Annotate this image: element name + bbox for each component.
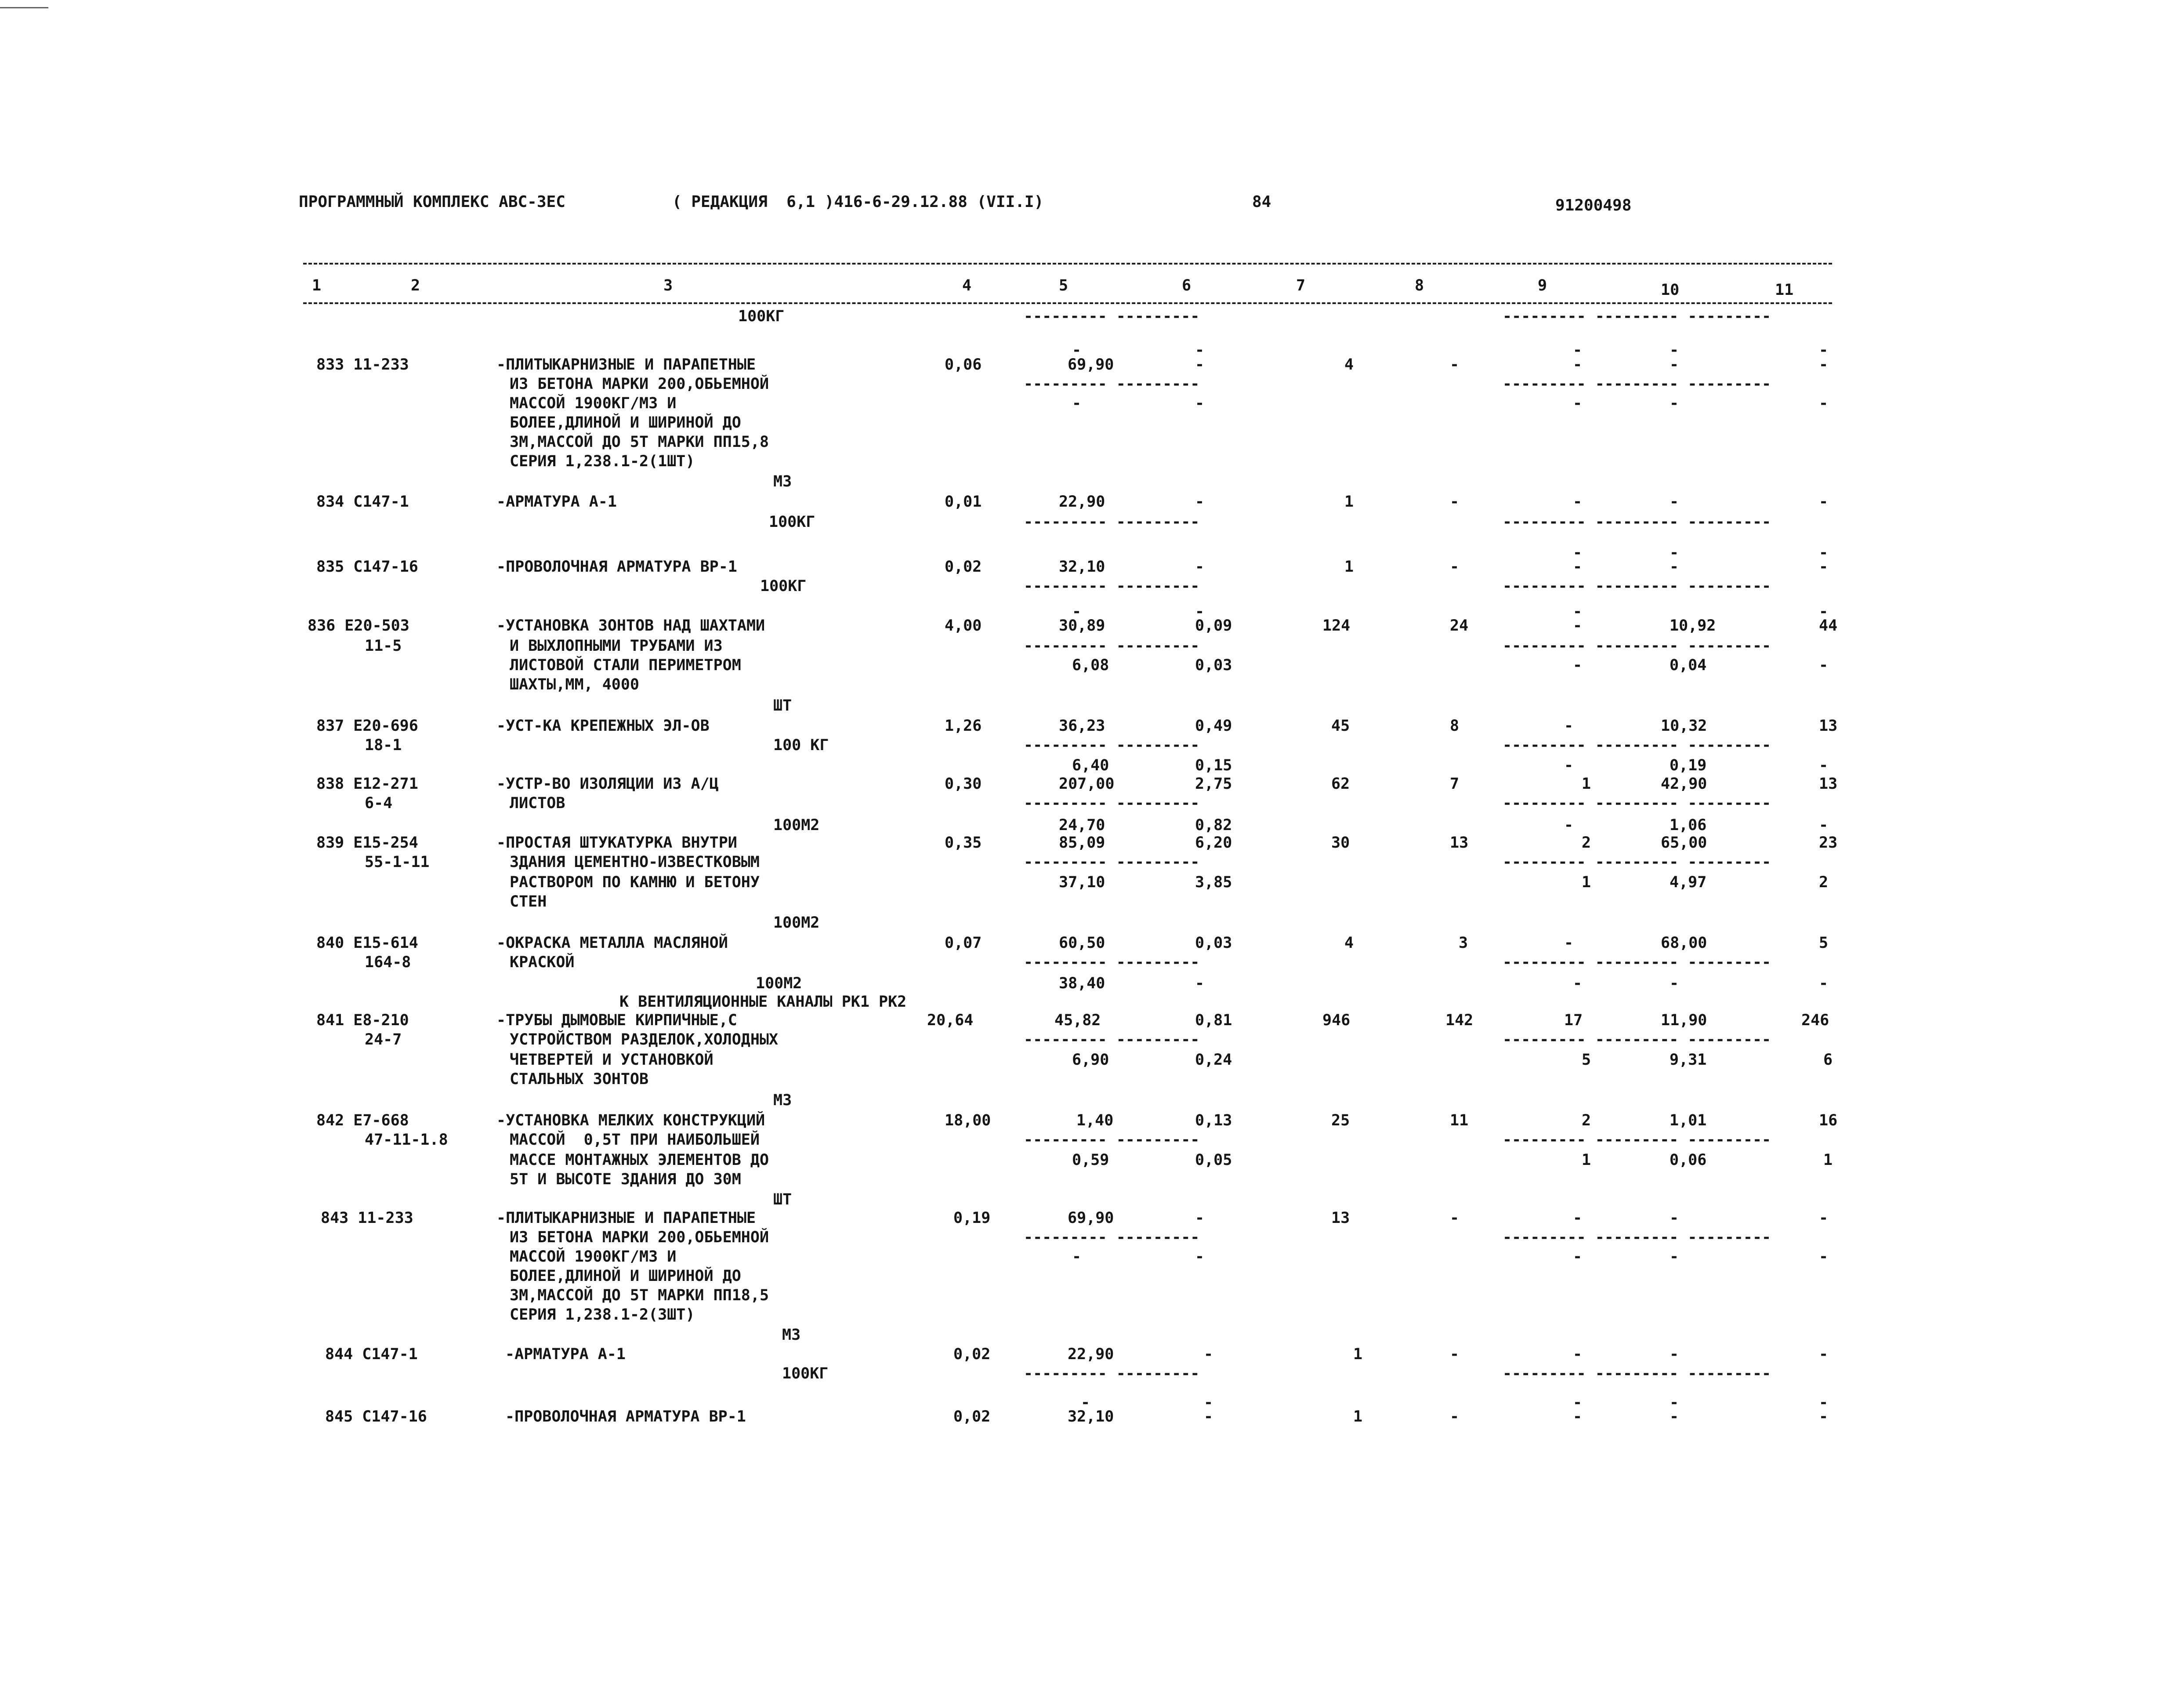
table-cell: 0,81 [1195,1012,1232,1029]
table-cell: 4 [1344,356,1354,374]
table-cell: 4 [1344,934,1354,952]
table-cell: 0,49 [1195,717,1232,735]
table-cell: 38,40 [1059,975,1105,992]
table-cell: 842 Е7-668 [316,1112,409,1129]
table-cell: 0,04 [1670,656,1707,674]
table-cell: -ПРОВОЛОЧНАЯ АРМАТУРА ВР-1 [505,1408,746,1425]
table-cell: -УСТ-КА КРЕПЕЖНЫХ ЭЛ-ОВ [496,717,710,735]
table-cell: - [1573,341,1583,359]
table-cell: 5Т И ВЫСОТЕ ЗДАНИЯ ДО 30М [510,1171,741,1188]
table-cell: - [1819,558,1829,576]
table-cell: - [1819,1209,1829,1227]
table-cell: 13 [1819,717,1838,735]
table-cell: 1 [1582,874,1591,891]
table-cell: СТЕН [510,893,547,910]
table-cell: МАССОЙ 1900КГ/М3 И [510,395,677,412]
table-cell: -ПРОСТАЯ ШТУКАТУРКА ВНУТРИ [496,834,737,852]
table-cell: - [1819,656,1829,674]
column-header-5: 5 [1059,277,1068,294]
table-cell: 1 [1353,1346,1363,1363]
table-header-rule [303,302,1832,304]
table-cell: - [1573,1209,1583,1227]
table-cell: --------- --------- --------- [1503,637,1771,655]
table-cell: - [1670,1248,1679,1266]
table-cell: 1,40 [1076,1112,1114,1129]
table-cell: - [1819,544,1829,562]
table-cell: 838 Е12-271 [316,775,418,793]
table-cell: ШТ [773,1191,792,1208]
table-cell: 836 Е20-503 [308,617,409,635]
table-cell: 0,07 [945,934,982,952]
table-cell: 6 [1823,1051,1833,1069]
table-cell: --------- --------- [1024,637,1200,655]
table-cell: 0,02 [953,1346,991,1363]
table-cell: 246 [1801,1012,1829,1029]
table-cell: 18-1 [365,736,402,754]
table-cell: - [1819,1346,1829,1363]
table-cell: УСТРОЙСТВОМ РАЗДЕЛОК,ХОЛОДНЫХ [510,1031,779,1048]
table-cell: 30 [1331,834,1350,852]
table-cell: 841 Е8-210 [316,1012,409,1029]
table-cell: --------- --------- --------- [1503,513,1771,531]
table-cell: - [1573,617,1583,635]
table-cell: --------- --------- [1024,1031,1200,1048]
table-cell: 1 [1344,493,1354,511]
table-cell: ИЗ БЕТОНА МАРКИ 200,ОБЬЕМНОЙ [510,375,769,393]
table-cell: - [1573,544,1583,562]
table-cell: 8 [1450,717,1460,735]
table-cell: 0,35 [945,834,982,852]
table-cell: - [1450,558,1460,576]
table-cell: -АРМАТУРА А-1 [505,1346,626,1363]
table-cell: 1 [1344,558,1354,576]
table-cell: 0,19 [953,1209,991,1227]
table-cell: 4,00 [945,617,982,635]
table-cell: М3 [782,1326,801,1344]
table-cell: --------- --------- --------- [1503,853,1771,871]
table-cell: 0,03 [1195,656,1232,674]
table-cell: - [1670,356,1679,374]
table-top-rule [303,263,1832,265]
table-cell: 3 [1459,934,1468,952]
table-cell: 10,92 [1670,617,1716,635]
table-cell: - [1195,395,1205,412]
table-cell: 11-5 [365,637,402,655]
table-cell: - [1081,1394,1090,1411]
table-cell: - [1564,717,1574,735]
table-cell: - [1072,395,1082,412]
table-cell: --------- --------- [1024,1229,1200,1246]
table-cell: 0,02 [953,1408,991,1425]
table-cell: 0,82 [1195,816,1232,834]
table-cell: -УСТАНОВКА МЕЛКИХ КОНСТРУКЦИЙ [496,1112,765,1129]
table-cell: МАССЕ МОНТАЖНЫХ ЭЛЕМЕНТОВ ДО [510,1151,769,1169]
table-cell: ШТ [773,697,792,714]
table-cell: 0,13 [1195,1112,1232,1129]
table-cell: - [1670,558,1679,576]
table-cell: 100КГ [760,577,807,595]
table-cell: 1 [1582,775,1591,793]
table-cell: - [1564,816,1574,834]
table-cell: 100КГ [769,513,815,531]
table-cell: - [1819,1394,1829,1411]
table-cell: 24-7 [365,1031,402,1048]
table-cell: - [1573,603,1583,620]
table-cell: 47-11-1.8 [365,1131,448,1149]
table-cell: 7 [1450,775,1460,793]
table-cell: - [1573,558,1583,576]
table-cell: ИЗ БЕТОНА МАРКИ 200,ОБЬЕМНОЙ [510,1229,769,1246]
table-cell: 0,06 [945,356,982,374]
table-cell: СТАЛЬНЫХ ЗОНТОВ [510,1070,649,1088]
table-cell: 85,09 [1059,834,1105,852]
table-cell: 22,90 [1059,493,1105,511]
table-cell: 2 [1582,1112,1591,1129]
table-cell: -ПРОВОЛОЧНАЯ АРМАТУРА ВР-1 [496,558,737,576]
table-cell: 0,05 [1195,1151,1232,1169]
table-cell: --------- --------- [1024,1365,1200,1382]
table-cell: - [1573,656,1583,674]
table-cell: 65,00 [1661,834,1707,852]
table-cell: 32,10 [1068,1408,1114,1425]
table-cell: 25 [1331,1112,1350,1129]
table-cell: - [1195,1209,1205,1227]
table-cell: 44 [1819,617,1838,635]
table-cell: --------- --------- [1024,954,1200,971]
table-cell: 20,64 [927,1012,974,1029]
table-cell: 11,90 [1661,1012,1707,1029]
column-header-1: 1 [312,277,322,294]
table-cell: - [1819,603,1829,620]
table-cell: - [1573,1408,1583,1425]
table-cell: МАССОЙ 1900КГ/М3 И [510,1248,677,1266]
table-cell: - [1670,493,1679,511]
table-cell: --------- --------- [1024,308,1200,325]
table-cell: - [1195,493,1205,511]
table-cell: 60,50 [1059,934,1105,952]
table-cell: - [1819,816,1829,834]
table-cell: 100М2 [773,816,820,834]
table-cell: -ПЛИТЫКАРНИЗНЫЕ И ПАРАПЕТНЫЕ [496,356,756,374]
table-cell: М3 [773,1092,792,1109]
table-cell: 0,06 [1670,1151,1707,1169]
table-cell: - [1204,1408,1213,1425]
table-cell: - [1670,1408,1679,1425]
table-cell: 1,01 [1670,1112,1707,1129]
column-header-3: 3 [663,277,673,294]
table-cell: 24,70 [1059,816,1105,834]
table-cell: 10,32 [1661,717,1707,735]
table-cell: 100КГ [782,1365,829,1382]
table-cell: БОЛЕЕ,ДЛИНОЙ И ШИРИНОЙ ДО [510,1267,741,1285]
table-cell: -АРМАТУРА А-1 [496,493,617,511]
table-cell: 69,90 [1068,1209,1114,1227]
table-cell: - [1670,341,1679,359]
table-cell: 6,40 [1072,757,1109,774]
table-cell: ЧЕТВЕРТЕЙ И УСТАНОВКОЙ [510,1051,714,1069]
table-cell: 5 [1819,934,1829,952]
table-cell: ЗДАНИЯ ЦЕМЕНТНО-ИЗВЕСТКОВЫМ [510,853,760,871]
table-cell: - [1819,356,1829,374]
table-cell: -УСТАНОВКА ЗОНТОВ НАД ШАХТАМИ [496,617,765,635]
column-header-8: 8 [1415,277,1424,294]
table-cell: 6,20 [1195,834,1232,852]
table-cell: 839 Е15-254 [316,834,418,852]
table-cell: --------- --------- --------- [1503,375,1771,393]
table-cell: - [1819,493,1829,511]
table-cell: 30,89 [1059,617,1105,635]
table-cell: - [1819,1248,1829,1266]
table-cell: 6-4 [365,794,393,812]
table-cell: 0,59 [1072,1151,1109,1169]
table-cell: - [1195,558,1205,576]
table-cell: 45,82 [1054,1012,1101,1029]
table-cell: 0,03 [1195,934,1232,952]
table-cell: - [1072,1248,1082,1266]
table-cell: 1,06 [1670,816,1707,834]
table-cell: --------- --------- --------- [1503,1229,1771,1246]
table-cell: 142 [1445,1012,1474,1029]
table-cell: - [1204,1346,1213,1363]
table-cell: - [1670,395,1679,412]
table-cell: 13 [1450,834,1469,852]
table-cell: --------- --------- [1024,577,1200,595]
table-cell: 840 Е15-614 [316,934,418,952]
table-cell: 1 [1353,1408,1363,1425]
table-cell: - [1072,603,1082,620]
table-cell: - [1670,1209,1679,1227]
table-cell: --------- --------- --------- [1503,1365,1771,1382]
table-cell: 837 Е20-696 [316,717,418,735]
table-cell: 1 [1823,1151,1833,1169]
table-cell: ЛИСТОВ [510,794,565,812]
table-cell: 3М,МАССОЙ ДО 5Т МАРКИ ПП15,8 [510,433,769,451]
table-cell: - [1195,356,1205,374]
page-number: 84 [1252,193,1271,211]
table-cell: 124 [1322,617,1351,635]
table-cell: - [1573,1394,1583,1411]
document-code: 91200498 [1555,196,1632,214]
table-cell: 2,75 [1195,775,1232,793]
table-cell: 946 [1322,1012,1351,1029]
table-cell: - [1670,1346,1679,1363]
table-cell: М3 [773,473,792,490]
table-cell: 0,15 [1195,757,1232,774]
table-cell: 0,02 [945,558,982,576]
table-cell: БОЛЕЕ,ДЛИНОЙ И ШИРИНОЙ ДО [510,414,741,432]
table-cell: СЕРИЯ 1,238.1-2(3ШТ) [510,1306,695,1324]
page-edge-mark [0,7,48,8]
table-cell: 24 [1450,617,1469,635]
table-cell: 36,23 [1059,717,1105,735]
table-cell: 23 [1819,834,1838,852]
table-cell: - [1450,1346,1460,1363]
table-cell: 37,10 [1059,874,1105,891]
table-cell: - [1564,934,1574,952]
table-cell: --------- --------- [1024,794,1200,812]
table-cell: - [1819,1408,1829,1425]
table-cell: --------- --------- [1024,375,1200,393]
column-header-9: 9 [1538,277,1547,294]
table-cell: 100М2 [773,914,820,932]
table-cell: 6,08 [1072,656,1109,674]
table-cell: 55-1-11 [365,853,430,871]
table-cell: -ТРУБЫ ДЫМОВЫЕ КИРПИЧНЫЕ,С [496,1012,737,1029]
table-cell: - [1573,395,1583,412]
table-cell: 13 [1331,1209,1350,1227]
table-cell: --------- --------- [1024,1131,1200,1149]
table-cell: 17 [1564,1012,1583,1029]
table-cell: 4,97 [1670,874,1707,891]
table-cell: 0,09 [1195,617,1232,635]
table-cell: - [1573,493,1583,511]
table-cell: - [1195,1248,1205,1266]
table-cell: - [1450,493,1460,511]
edition-info: ( РЕДАКЦИЯ 6,1 )416-6-29.12.88 (VII.I) [672,193,1044,211]
table-cell: - [1204,1394,1213,1411]
column-header-7: 7 [1296,277,1306,294]
column-header-6: 6 [1182,277,1192,294]
table-cell: 22,90 [1068,1346,1114,1363]
table-cell: 2 [1582,834,1591,852]
table-cell: СЕРИЯ 1,238.1-2(1ШТ) [510,453,695,470]
table-cell: 42,90 [1661,775,1707,793]
column-header-10: 10 [1661,281,1680,299]
table-cell: - [1072,341,1082,359]
table-cell: - [1195,341,1205,359]
table-cell: 0,01 [945,493,982,511]
table-cell: 844 С147-1 [325,1346,418,1363]
table-cell: 1 [1582,1151,1591,1169]
table-cell: - [1573,975,1583,992]
table-cell: 207,00 [1059,775,1115,793]
table-cell: --------- --------- --------- [1503,1031,1771,1048]
table-cell: - [1819,395,1829,412]
table-cell: 68,00 [1661,934,1707,952]
table-cell: --------- --------- [1024,736,1200,754]
table-cell: - [1670,975,1679,992]
column-header-11: 11 [1775,281,1794,299]
table-cell: 833 11-233 [316,356,409,374]
table-cell: --------- --------- --------- [1503,308,1771,325]
table-cell: 0,24 [1195,1051,1232,1069]
table-cell: 845 С147-16 [325,1408,427,1425]
table-cell: - [1573,1248,1583,1266]
table-cell: 3М,МАССОЙ ДО 5Т МАРКИ ПП18,5 [510,1287,769,1304]
table-cell: -ОКРАСКА МЕТАЛЛА МАСЛЯНОЙ [496,934,728,952]
column-header-4: 4 [962,277,972,294]
table-cell: --------- --------- --------- [1503,736,1771,754]
table-cell: 3,85 [1195,874,1232,891]
table-cell: 0,30 [945,775,982,793]
table-cell: 13 [1819,775,1838,793]
table-cell: - [1670,544,1679,562]
table-cell: --------- --------- --------- [1503,577,1771,595]
table-cell: 69,90 [1068,356,1114,374]
table-cell: 18,00 [945,1112,991,1129]
table-cell: --------- --------- --------- [1503,1131,1771,1149]
table-cell: 62 [1331,775,1350,793]
column-header-2: 2 [411,277,420,294]
table-cell: - [1195,603,1205,620]
table-cell: 16 [1819,1112,1838,1129]
table-cell: И ВЫХЛОПНЫМИ ТРУБАМИ ИЗ [510,637,723,655]
table-cell: - [1450,356,1460,374]
table-cell: 164-8 [365,954,411,971]
table-cell: - [1670,1394,1679,1411]
table-cell: - [1564,757,1574,774]
table-cell: 0,19 [1670,757,1707,774]
table-cell: 11 [1450,1112,1469,1129]
table-cell: 100КГ [738,308,785,325]
table-cell: 1,26 [945,717,982,735]
table-cell: 6,90 [1072,1051,1109,1069]
table-cell: ЛИСТОВОЙ СТАЛИ ПЕРИМЕТРОМ [510,656,741,674]
table-cell: --------- --------- --------- [1503,794,1771,812]
table-cell: 5 [1582,1051,1591,1069]
table-cell: РАСТВОРОМ ПО КАМНЮ И БЕТОНУ [510,874,760,891]
table-cell: - [1819,341,1829,359]
table-cell: ШАХТЫ,ММ, 4000 [510,676,640,693]
table-cell: 100М2 [756,975,802,992]
table-cell: - [1573,1346,1583,1363]
table-cell: - [1573,356,1583,374]
table-cell: --------- --------- [1024,513,1200,531]
table-cell: 843 11-233 [321,1209,413,1227]
program-title: ПРОГРАММНЫЙ КОМПЛЕКС АВС-3ЕС [299,193,565,211]
table-cell: 45 [1331,717,1350,735]
table-cell: -УСТР-ВО ИЗОЛЯЦИИ ИЗ А/Ц [496,775,719,793]
table-cell: - [1450,1408,1460,1425]
table-cell: 100 КГ [773,736,829,754]
table-cell: 835 С147-16 [316,558,418,576]
table-cell: 2 [1819,874,1829,891]
table-cell: - [1819,757,1829,774]
table-cell: К ВЕНТИЛЯЦИОННЫЕ КАНАЛЫ РК1 РК2 [619,993,907,1011]
table-cell: КРАСКОЙ [510,954,575,971]
table-cell: -ПЛИТЫКАРНИЗНЫЕ И ПАРАПЕТНЫЕ [496,1209,756,1227]
table-cell: 9,31 [1670,1051,1707,1069]
table-cell: - [1450,1209,1460,1227]
table-cell: --------- --------- [1024,853,1200,871]
table-cell: 834 С147-1 [316,493,409,511]
table-cell: --------- --------- --------- [1503,954,1771,971]
table-cell: - [1195,975,1205,992]
table-cell: - [1819,975,1829,992]
table-cell: МАССОЙ 0,5Т ПРИ НАИБОЛЬШЕЙ [510,1131,760,1149]
table-cell: 32,10 [1059,558,1105,576]
